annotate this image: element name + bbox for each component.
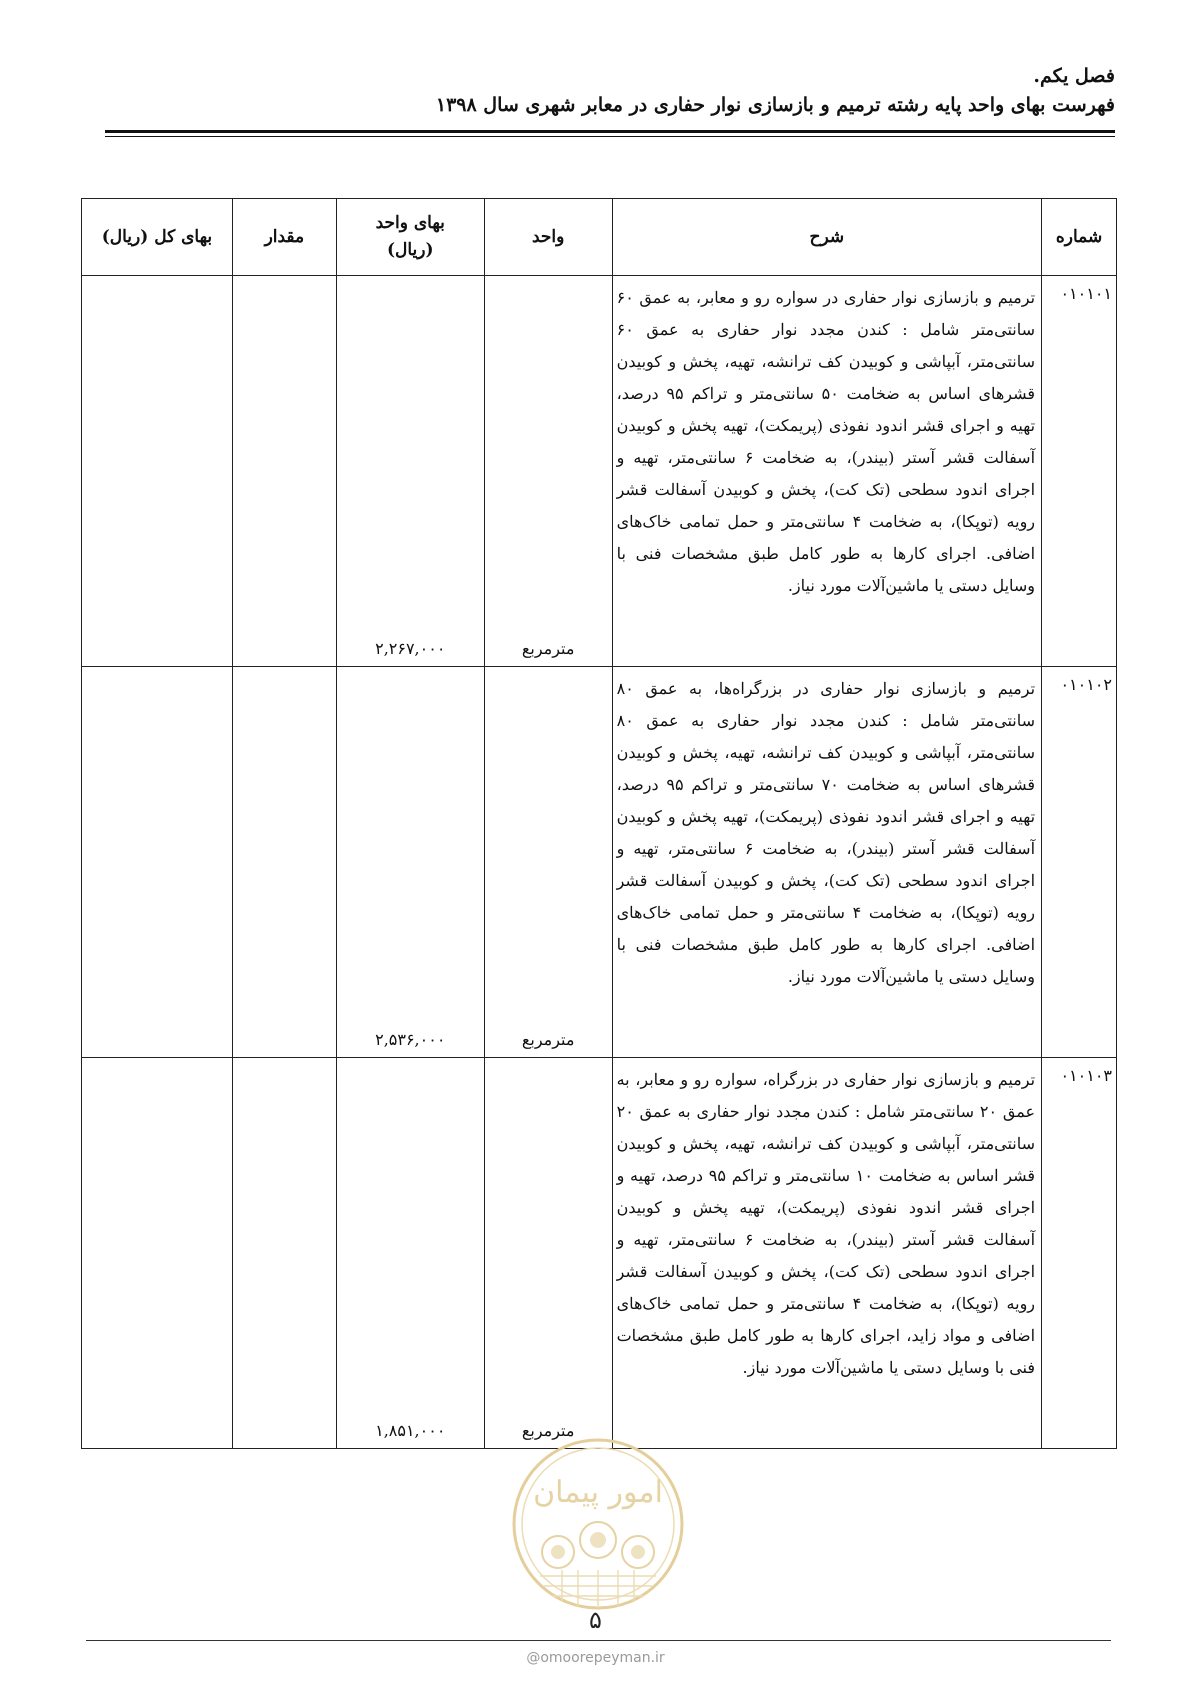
row-unit: مترمربع bbox=[484, 667, 612, 1058]
document-title: فهرست بهای واحد پایه رشته ترمیم و بازسازی نوار حفاری در معابر شهری سال ۱۳۹۸ bbox=[435, 94, 1115, 116]
header-unit: واحد bbox=[484, 199, 612, 276]
row-unit-price: ۲,۲۶۷,۰۰۰ bbox=[336, 276, 484, 667]
header-unit-price-line2: (ریال) bbox=[386, 240, 434, 260]
page-number: ۵ bbox=[589, 1606, 602, 1634]
header-description: شرح bbox=[612, 199, 1041, 276]
seal-text: امور پیمان bbox=[533, 1475, 663, 1510]
row-number: ۰۱۰۱۰۲ bbox=[1042, 667, 1117, 1058]
seal-logo bbox=[510, 1436, 686, 1628]
row-description: ترمیم و بازسازی نوار حفاری در سواره رو و معابر، به عمق ۶۰ سانتی‌متر شامل : کندن مجدد نوار حفاری به عمق ۶۰ سانتی‌متر، آبپاشی و کوبیدن کف ترانشه، تهیه، پخش و کوبیدن قشرهای اساس به ضخامت ۵۰ سانتی‌متر و تراکم ۹۵ درصد، تهیه و اجرای قشر اندود نفوذی (پریمکت)، تهیه پخش و کوبیدن آسفالت قشر آستر (بیندر)، به ضخامت ۶ سانتی‌متر، تهیه و اجرای اندود سطحی (تک کت)، پخش و کوبیدن آسفالت قشر رویه (توپکا)، به ضخامت ۴ سانتی‌متر و حمل تمامی خاک‌های اضافی. اجرای کارها به طور کامل طبق مشخصات فنی با وسایل دستی یا ماشین‌آلات مورد نیاز. bbox=[612, 276, 1041, 667]
row-quantity bbox=[232, 667, 336, 1058]
header-unit-price bbox=[336, 199, 484, 276]
header-rule-thin bbox=[105, 136, 1115, 137]
row-quantity bbox=[232, 276, 336, 667]
header-total-price: بهای کل (ریال) bbox=[82, 199, 233, 276]
row-number: ۰۱۰۱۰۳ bbox=[1042, 1058, 1117, 1449]
footer-rule bbox=[86, 1640, 1111, 1641]
row-description: ترمیم و بازسازی نوار حفاری در بزرگراه‌ها، به عمق ۸۰ سانتی‌متر شامل : کندن مجدد نوار حفاری به عمق ۸۰ سانتی‌متر، آبپاشی و کوبیدن کف ترانشه، تهیه، پخش و کوبیدن قشرهای اساس به ضخامت ۷۰ سانتی‌متر و تراکم ۹۵ درصد، تهیه و اجرای قشر اندود نفوذی (پریمکت)، تهیه پخش و کوبیدن آسفالت قشر آستر (بیندر)، به ضخامت ۶ سانتی‌متر، تهیه و اجرای اندود سطحی (تک کت)، پخش و کوبیدن آسفالت قشر رویه (توپکا)، به ضخامت ۴ سانتی‌متر و حمل تمامی خاک‌های اضافی. اجرای کارها به طور کامل طبق مشخصات فنی با وسایل دستی یا ماشین‌آلات مورد نیاز. bbox=[612, 667, 1041, 1058]
table-header-row bbox=[82, 199, 1117, 276]
price-table bbox=[81, 198, 1117, 1449]
row-number: ۰۱۰۱۰۱ bbox=[1042, 276, 1117, 667]
row-quantity bbox=[232, 1058, 336, 1449]
row-total bbox=[82, 1058, 233, 1449]
header-rule-thick bbox=[105, 130, 1115, 133]
row-unit-price: ۲,۵۳۶,۰۰۰ bbox=[336, 667, 484, 1058]
header-quantity: مقدار bbox=[232, 199, 336, 276]
table-row bbox=[82, 276, 1117, 667]
row-unit-price: ۱,۸۵۱,۰۰۰ bbox=[336, 1058, 484, 1449]
row-total bbox=[82, 276, 233, 667]
header-unit-price-line1: بهای واحد bbox=[375, 213, 445, 233]
table-row bbox=[82, 1058, 1117, 1449]
chapter-heading: فصل یکم. bbox=[1033, 65, 1115, 87]
table-row bbox=[82, 667, 1117, 1058]
row-unit: مترمربع bbox=[484, 276, 612, 667]
row-unit: مترمربع bbox=[484, 1058, 612, 1449]
header-number: شماره bbox=[1042, 199, 1117, 276]
row-description: ترمیم و بازسازی نوار حفاری در بزرگراه، سواره رو و معابر، به عمق ۲۰ سانتی‌متر شامل : کندن مجدد نوار حفاری به عمق ۲۰ سانتی‌متر، آبپاشی و کوبیدن کف ترانشه، تهیه، پخش و کوبیدن قشر اساس به ضخامت ۱۰ سانتی‌متر و تراکم ۹۵ درصد، تهیه و اجرای قشر اندود نفوذی (پریمکت)، تهیه پخش و کوبیدن آسفالت قشر آستر (بیندر)، به ضخامت ۶ سانتی‌متر، تهیه و اجرای اندود سطحی (تک کت)، پخش و کوبیدن آسفالت قشر رویه (توپکا)، به ضخامت ۴ سانتی‌متر و حمل تمامی خاک‌های اضافی و مواد زاید، اجرای کارها به طور کامل طبق مشخصات فنی با وسایل دستی یا ماشین‌آلات مورد نیاز. bbox=[612, 1058, 1041, 1449]
row-total bbox=[82, 667, 233, 1058]
watermark-text: @omoorepeyman.ir bbox=[526, 1650, 665, 1666]
page-header bbox=[105, 62, 1115, 120]
